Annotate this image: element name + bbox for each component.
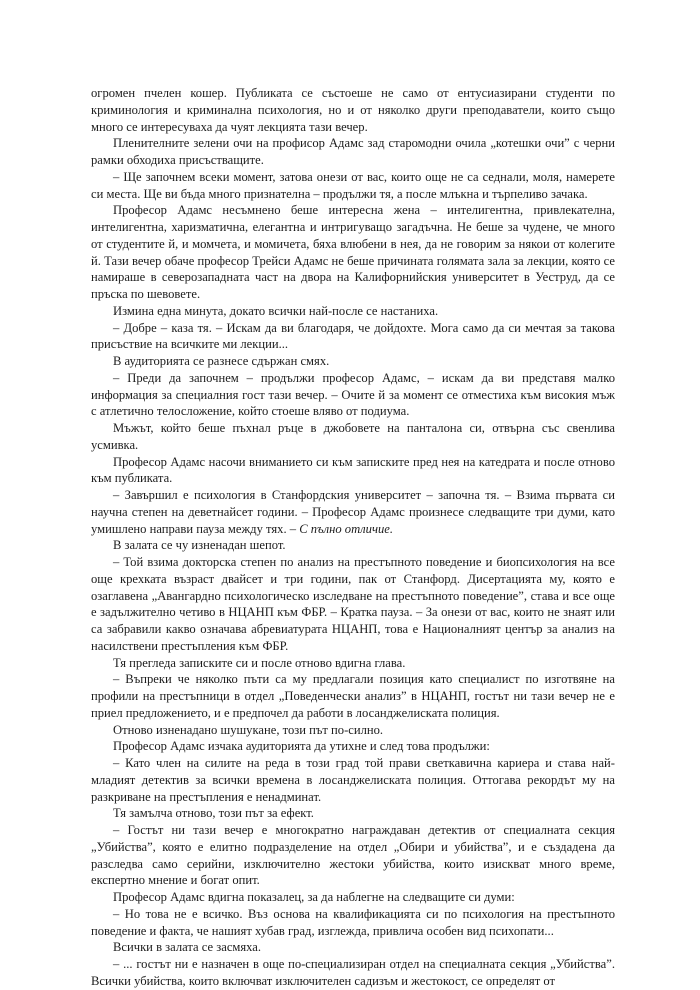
paragraph <box>91 487 615 537</box>
document-page <box>91 85 615 990</box>
paragraph: В залата се чу изненадан шепот. <box>113 538 286 553</box>
paragraph: – Като член на силите на реда в този град той прави светкавична кариера и става най-младият детектив за всички времена в лосанджелиската полиция. Оттогава рекордът му на разкриване на престъпления е ненадминат. <box>91 756 615 804</box>
paragraph: – Ще започнем всеки момент, затова онези от вас, които още не са седнали, моля, намерете си места. Ще ви бъда много признателна – продължи тя, а после млъкна и търпеливо зачака. <box>91 169 615 201</box>
paragraph: – ... гостът ни е назначен в още по-специализиран отдел на специалната секция „Убийства”. Всички убийства, които включват изключителен садизъм и жестокост, се определят от <box>91 957 615 988</box>
paragraph-text: – Завършил е психология в Станфордския университет – започна тя. – Взима първата си научна степен на деветнайсет години. – Професор Адамс произнесе следващите три думи, като умишлено направи пауза между тях. – <box>91 488 615 536</box>
paragraph: Професор Адамс насочи вниманието си към записките пред нея на катедрата и после отново към публиката. <box>91 454 615 486</box>
paragraph: – Добре – каза тя. – Искам да ви благодаря, че дойдохте. Мога само да си мечтая за такова присъствие на всичките ми лекции... <box>91 320 615 352</box>
paragraph: Професор Адамс вдигна показалец, за да наблегне на следващите си думи: <box>113 890 515 904</box>
paragraph: Тя прегледа записките си и после отново вдигна глава. <box>113 655 406 670</box>
paragraph: Пленителните зелени очи на профисор Адамс зад старомодни очила „котешки очи” с черни рамки обходиха присъстващите. <box>91 136 615 167</box>
paragraph: Професор Адамс изчака аудиторията да утихне и след това продължи: <box>113 739 490 754</box>
paragraph: Професор Адамс несъмнено беше интересна жена – интелигентна, привлекателна, интелигентна, харизматична, елегантна и интригуващо загадъчна. Не беше за чудене, че много от студентите й, и момчета, и момичета, бяха влюбени в нея, да не говорим за някои от колегите й. Тази вечер обаче професор Трейси Адамс не беше причината голямата зала за лекции, която се намираше в северозападната част на двора на Калифорнийския университет в Уеструд, да се пръска по шевовете. <box>91 203 615 301</box>
paragraph: Измина една минута, докато всички най-после се настаниха. <box>113 303 439 318</box>
paragraph: Всички в залата се засмяха. <box>113 940 262 955</box>
emphasis-text: С пълно отличие. <box>299 521 394 536</box>
paragraph: – Преди да започнем – продължи професор Адамс, – искам да ви представя малко информация за специалния гост тази вечер. – Очите й за момент се отместиха към високия мъж с атлетично телосложение, който стоеше вляво от подиума. <box>91 370 615 419</box>
paragraph: – Но това не е всичко. Въз основа на квалификацията си по психология на престъпното поведение и факта, че нашият хубав град, изглежда, привлича особен вид психопати... <box>91 906 615 938</box>
paragraph: – Той взима докторска степен по анализ на престъпното поведение и биопсихология на все още крехката възраст двайсет и три години, пак от Станфорд. Дисертацията му, която е озаглавена „Авангардно психологическо изследване на престъпното поведение”, става и все още е задължително четиво в НЦАНП към ФБР. – Кратка пауза. – За онези от вас, които не знаят или са забравили какво означава абревиатурата НЦАНП, това е Националният център за анализ на насилствени престъпления към ФБР. <box>91 555 615 653</box>
paragraph: – Въпреки че няколко пъти са му предлагали позиция като специалист по изготвяне на профили на престъпници в отдел „Поведенчески анализ” в НЦАНП, гостът ни тази вечер не е приел предложението, и е предпочел да работи в лосанджелиската полиция. <box>91 672 615 720</box>
paragraph: Мъжът, който беше пъхнал ръце в джобовете на панталона си, отвърна със свенлива усмивка. <box>91 421 615 452</box>
paragraph: – Гостът ни тази вечер е многократно награждаван детектив от специалната секция „Убийства”, която е елитно подразделение на отдел „Обири и убийства”, и е създадена да разследва само серийни, изключително жестоки убийства, които изискват много време, експертно мнение и богат опит. <box>91 823 615 888</box>
paragraph: огромен пчелен кошер. Публиката се състоеше не само от ентусиазирани студенти по криминология и криминална психология, но и от няколко други преподаватели, които също много се интересуваха да чуят лекцията тази вечер. <box>91 86 615 134</box>
paragraph: Тя замълча отново, този път за ефект. <box>113 806 314 821</box>
paragraph: В аудиторията се разнесе сдържан смях. <box>113 354 330 368</box>
paragraph: Отново изненадано шушукане, този път по-силно. <box>113 722 384 737</box>
